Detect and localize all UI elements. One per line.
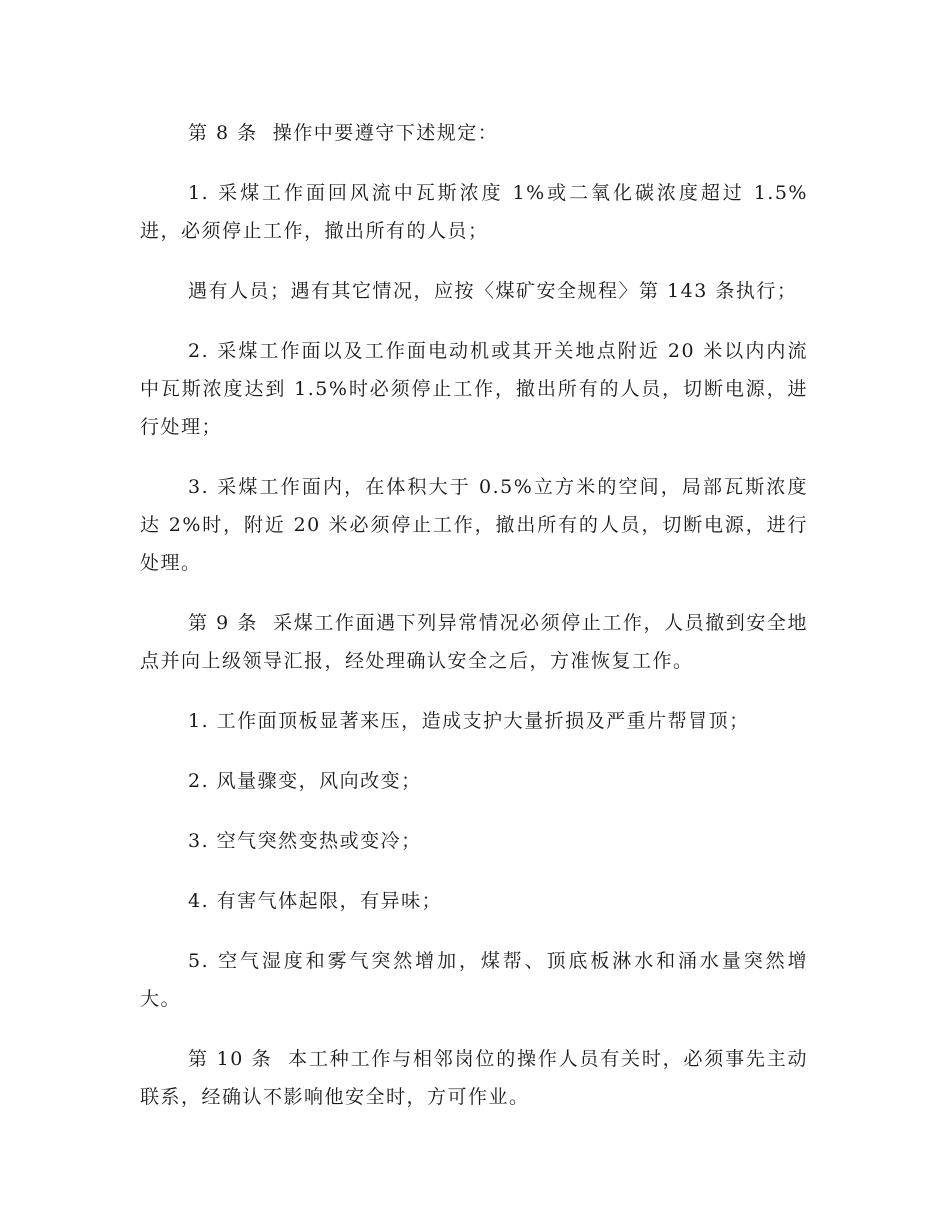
article-8-item-2: 2. 采煤工作面以及工作面电动机或其开关地点附近 20 米以内内流中瓦斯浓度达到 1.5%时必须停止工作，撤出所有的人员，切断电源，进行处理； [140, 340, 808, 438]
article-9-heading: 第 9 条 采煤工作面遇下列异常情况必须停止工作，人员撤到安全地点并向上级领导汇报，经处理确认安全之后，方准恢复工作。 [140, 612, 808, 672]
article-9-item-3: 3. 空气突然变热或变冷； [188, 830, 422, 852]
article-10-heading: 第 10 条 本工种工作与相邻岗位的操作人员有关时，必须事先主动联系，经确认不影响他安全时，方可作业。 [140, 1048, 808, 1108]
article-9-item-1: 1. 工作面顶板显著来压，造成支护大量折损及严重片帮冒顶； [188, 710, 750, 732]
article-8-heading: 第 8 条 操作中要遵守下述规定： [188, 122, 499, 144]
article-9-item-2: 2. 风量骤变，风向改变； [188, 770, 422, 792]
article-8-item-1-note: 遇有人员；遇有其它情况，应按〈煤矿安全规程〉第 143 条执行； [188, 280, 798, 302]
article-8-item-1: 1. 采煤工作面回风流中瓦斯浓度 1%或二氧化碳浓度超过 1.5%进，必须停止工作，撤出所有的人员； [140, 182, 808, 242]
article-9-item-5: 5. 空气湿度和雾气突然增加，煤帮、顶底板淋水和涌水量突然增大。 [140, 950, 808, 1010]
document-page [140, 114, 808, 1138]
article-9-item-4: 4. 有害气体起限，有异味； [188, 890, 443, 912]
article-8-item-3: 3. 采煤工作面内，在体积大于 0.5%立方米的空间，局部瓦斯浓度达 2%时，附近 20 米必须停止工作，撤出所有的人员，切断电源，进行处理。 [140, 476, 808, 574]
